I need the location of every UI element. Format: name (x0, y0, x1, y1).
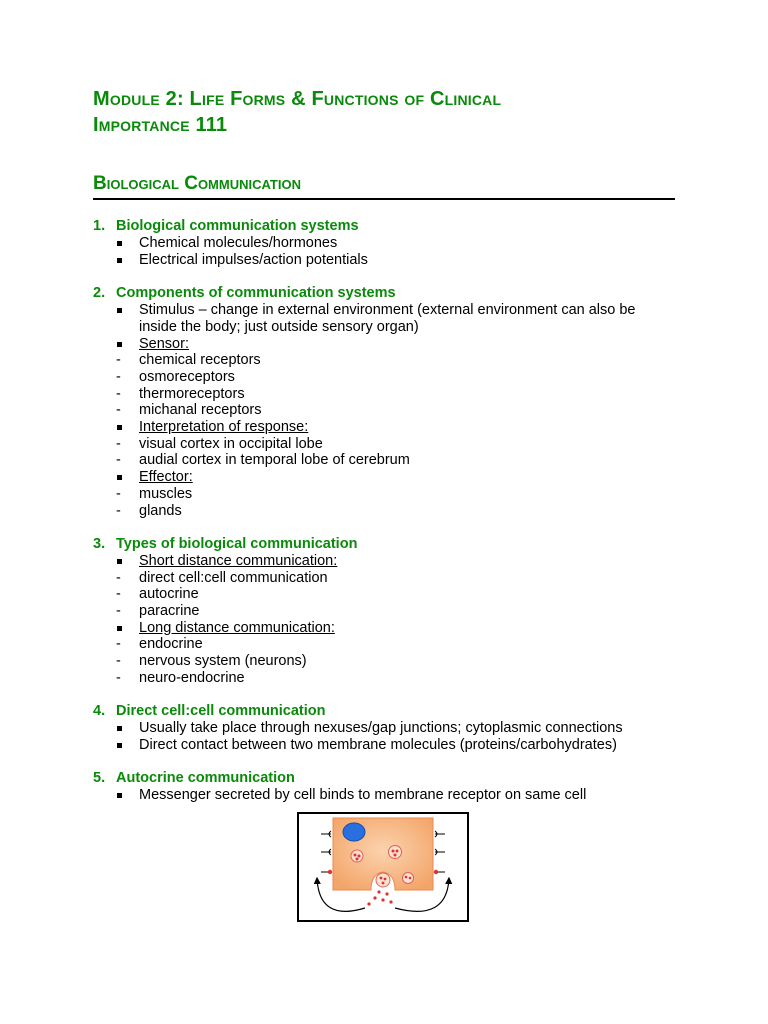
dash-text: muscles (139, 485, 193, 502)
nucleus-icon (343, 823, 365, 841)
bullet-text: Effector: (139, 469, 193, 486)
bullet-text: Sensor: (139, 335, 189, 352)
bullet-icon (116, 620, 139, 637)
dash-item (116, 636, 675, 653)
secretion-vesicle-icon (376, 873, 390, 887)
item-heading (93, 218, 675, 235)
dash-item (116, 570, 675, 587)
item-heading (93, 285, 675, 302)
dash-mark: - (116, 352, 121, 369)
vesicle-icon (351, 850, 363, 862)
item-heading (93, 703, 675, 720)
dash-text: audial cortex in temporal lobe of cerebrum (139, 452, 410, 469)
list-item (93, 218, 675, 268)
bullet-text: Chemical molecules/hormones (139, 235, 338, 251)
dash-mark: - (116, 603, 121, 620)
dash-text: visual cortex in occipital lobe (139, 435, 323, 452)
dash-text: osmoreceptors (139, 368, 235, 385)
bullet-item (116, 787, 675, 804)
bullet-item (116, 720, 675, 737)
item-heading-text: Components of communication systems (116, 285, 396, 302)
bullet-text: Messenger secreted by cell binds to membrane receptor on same cell (139, 787, 587, 804)
dash-item (116, 503, 675, 520)
numbered-list (93, 218, 675, 804)
bullet-list (93, 787, 675, 804)
item-number: 1. (93, 218, 106, 234)
dash-text: endocrine (139, 636, 203, 653)
dash-mark: - (116, 502, 121, 519)
item-heading-text: Types of biological communication (116, 535, 358, 552)
bullet-text: Short distance communication: (139, 552, 338, 569)
dash-mark: - (116, 435, 121, 452)
bullet-item (116, 302, 675, 335)
bound-receptor-icon (321, 870, 332, 874)
bullet-item (116, 620, 675, 687)
bullet-icon (116, 252, 139, 269)
dash-text: paracrine (139, 603, 200, 620)
bullet-item (116, 235, 675, 252)
dash-mark: - (116, 452, 121, 469)
dash-item (116, 436, 675, 453)
dash-mark: - (116, 569, 121, 586)
dash-item (116, 603, 675, 620)
dash-text: glands (139, 502, 182, 519)
bullet-text: Stimulus – change in external environment (external environment can also be inside the body; just outside sensory organ) (139, 302, 636, 335)
item-heading-text: Biological communication systems (116, 218, 359, 234)
autocrine-diagram (297, 812, 469, 922)
dash-text: direct cell:cell communication (139, 569, 328, 586)
bullet-item (116, 252, 675, 269)
bullet-list (93, 720, 675, 753)
bullet-text: Interpretation of response: (139, 419, 309, 436)
dash-mark: - (116, 586, 121, 603)
dash-item (116, 452, 675, 469)
dash-mark: - (116, 485, 121, 502)
bullet-icon (116, 302, 139, 335)
bullet-item (116, 469, 675, 519)
receptor-icon (321, 831, 331, 855)
item-number: 5. (93, 770, 106, 787)
dash-mark: - (116, 385, 121, 402)
dash-mark: - (116, 653, 121, 670)
item-number: 2. (93, 285, 106, 302)
messenger-molecules (367, 890, 392, 905)
bullet-icon (116, 787, 139, 804)
dash-list (116, 352, 675, 419)
dash-item (116, 386, 675, 403)
module-title-line2: Importance 111 (93, 114, 228, 136)
module-title (93, 86, 675, 138)
item-number: 4. (93, 703, 106, 720)
bullet-text: Usually take place through nexuses/gap junctions; cytoplasmic connections (139, 720, 623, 737)
list-item (93, 703, 675, 753)
bullet-list (93, 235, 675, 268)
bullet-icon (116, 553, 139, 570)
bullet-icon (116, 469, 139, 486)
dash-list (116, 486, 675, 519)
bullet-text: Direct contact between two membrane molecules (proteins/carbohydrates) (139, 736, 617, 753)
bullet-icon (116, 336, 139, 353)
dash-mark: - (116, 669, 121, 686)
dash-list (116, 636, 675, 686)
item-heading (93, 536, 675, 553)
list-item (93, 770, 675, 804)
bullet-text: Long distance communication: (139, 619, 335, 636)
bullet-item (116, 553, 675, 620)
dash-text: thermoreceptors (139, 385, 245, 402)
dash-list (116, 436, 675, 469)
dash-item (116, 670, 675, 687)
list-item (93, 285, 675, 519)
dash-mark: - (116, 636, 121, 653)
dash-text: nervous system (neurons) (139, 653, 307, 670)
list-item (93, 536, 675, 687)
bullet-icon (116, 419, 139, 436)
dash-mark: - (116, 368, 121, 385)
item-number: 3. (93, 535, 106, 552)
item-heading-text: Autocrine communication (116, 770, 295, 787)
dash-text: neuro-endocrine (139, 669, 245, 686)
dash-item (116, 352, 675, 369)
bullet-item (116, 419, 675, 469)
dash-item (116, 486, 675, 503)
module-title-line1: Module 2: Life Forms & Functions of Clinical (93, 88, 502, 110)
document-page (93, 86, 675, 821)
bullet-list (93, 302, 675, 519)
bullet-item (116, 336, 675, 420)
dash-item (116, 653, 675, 670)
bound-receptor-icon (434, 870, 445, 874)
bullet-item (116, 737, 675, 754)
dash-mark: - (116, 402, 121, 419)
dash-text: autocrine (139, 586, 199, 603)
dash-text: chemical receptors (139, 352, 261, 369)
bullet-icon (116, 737, 139, 754)
bullet-text: Electrical impulses/action potentials (139, 251, 368, 268)
bullet-icon (116, 235, 139, 252)
receptor-icon (435, 831, 445, 855)
vesicle-icon (389, 846, 402, 859)
vesicle-icon (403, 873, 414, 884)
bullet-list (93, 553, 675, 687)
dash-item (116, 402, 675, 419)
autocrine-diagram-svg (299, 814, 467, 920)
dash-item (116, 586, 675, 603)
item-heading (93, 770, 675, 787)
dash-list (116, 570, 675, 620)
dash-item (116, 369, 675, 386)
section-title: Biological Communication (93, 172, 675, 200)
item-heading-text: Direct cell:cell communication (116, 703, 326, 720)
dash-text: michanal receptors (139, 402, 262, 419)
bullet-icon (116, 720, 139, 737)
